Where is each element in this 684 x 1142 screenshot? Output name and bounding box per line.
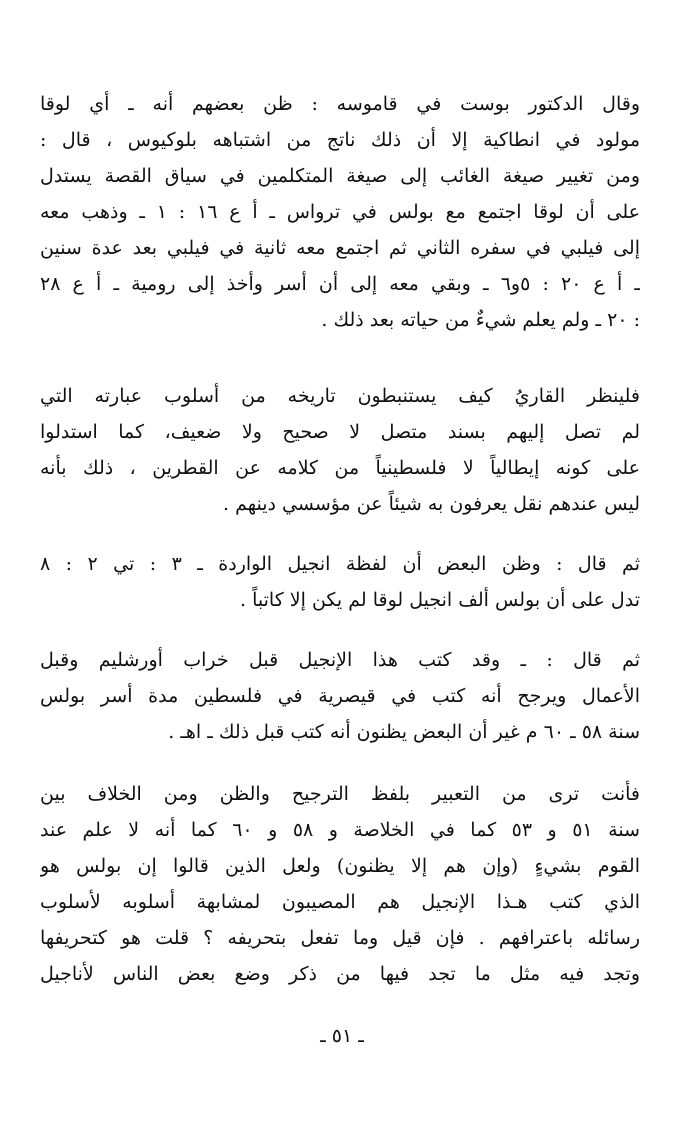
text-line: فأنت ترى من التعبير بلفظ الترجيح والظن ومن الخلاف بين [40, 783, 640, 805]
text-line: ثم قال : وظن البعض أن لفظة انجيل الواردة ـ ٣ : تي ٢ : ٨ [40, 553, 640, 575]
text-line: تدل على أن بولس ألف انجيل لوقا لم يكن إلا كاتباً . [240, 589, 640, 611]
text-line: ـ أ ع ٢٠ : ٥و٦ ـ وبقي معه إلى أن أسر وأخذ إلى رومية ـ أ ع ٢٨ [40, 273, 640, 295]
paragraph-2 [40, 378, 640, 522]
text-line: ومن تغيير صيغة الغائب إلى صيغة المتكلمين في سياق القصة يستدل [40, 165, 640, 187]
text-line: على كونه إيطالياً لا فلسطينياً من كلامه عن القطرين ، ذلك بأنه [40, 457, 640, 479]
paragraph-5 [40, 776, 640, 992]
text-line: ليس عندهم نقل يعرفون به شيئاً عن مؤسسي دينهم . [223, 493, 640, 515]
text-line: ثم قال : ـ وقد كتب هذا الإنجيل قبل خراب أورشليم وقبل [40, 649, 640, 671]
text-line: القوم بشيءٍ (وإن هم إلا يظنون) ولعل الذين قالوا إن بولس هو [40, 855, 640, 877]
text-line: : ٢٠ ـ ولم يعلم شيءٌ من حياته بعد ذلك . [321, 309, 640, 331]
text-line: سنة ٥١ و ٥٣ كما في الخلاصة و ٥٨ و ٦٠ كما أنه لا علم عند [40, 819, 640, 841]
paragraph-1 [40, 86, 640, 338]
text-line: لم تصل إليهم بسند متصل لا صحيح ولا ضعيف، كما استدلوا [40, 421, 640, 443]
page-number: ـ ٥١ ـ [320, 1025, 364, 1047]
text-line: فلينظر القاريُ كيف يستنبطون تاريخه من أسلوب عبارته التي [40, 385, 640, 407]
text-line: وقال الدكتور بوست في قاموسه : ظن بعضهم أنه ـ أي لوقا [40, 93, 640, 115]
paragraph-3 [40, 546, 640, 618]
paragraph-4 [40, 642, 640, 750]
text-line: وتجد فيه مثل ما تجد فيها من ذكر وضع بعض الناس لأناجيل [40, 963, 640, 985]
text-line: الذي كتب هـذا الإنجيل هم المصيبون لمشابهة أسلوبه لأسلوب [40, 891, 640, 913]
text-line: سنة ٥٨ ـ ٦٠ م غير أن البعض يظنون أنه كتب قبل ذلك ـ اهـ . [168, 721, 640, 743]
text-line: إلى فيلبي في سفره الثاني ثم اجتمع معه ثانية في فيلبي بعد عدة سنين [40, 237, 640, 259]
text-line: الأعمال ويرجح أنه كتب في قيصرية في فلسطين مدة أسر بولس [40, 685, 640, 707]
text-line: رسائله باعترافهم . فإن قيل وما تفعل بتحريفه ؟ قلت هو كتحريفها [40, 927, 640, 949]
text-line: مولود في انطاكية إلا أن ذلك ناتج من اشتباهه بلوكيوس ، قال : [40, 129, 640, 151]
text-line: على أن لوقا اجتمع مع بولس في ترواس ـ أ ع ١٦ : ١ ـ وذهب معه [40, 201, 640, 223]
